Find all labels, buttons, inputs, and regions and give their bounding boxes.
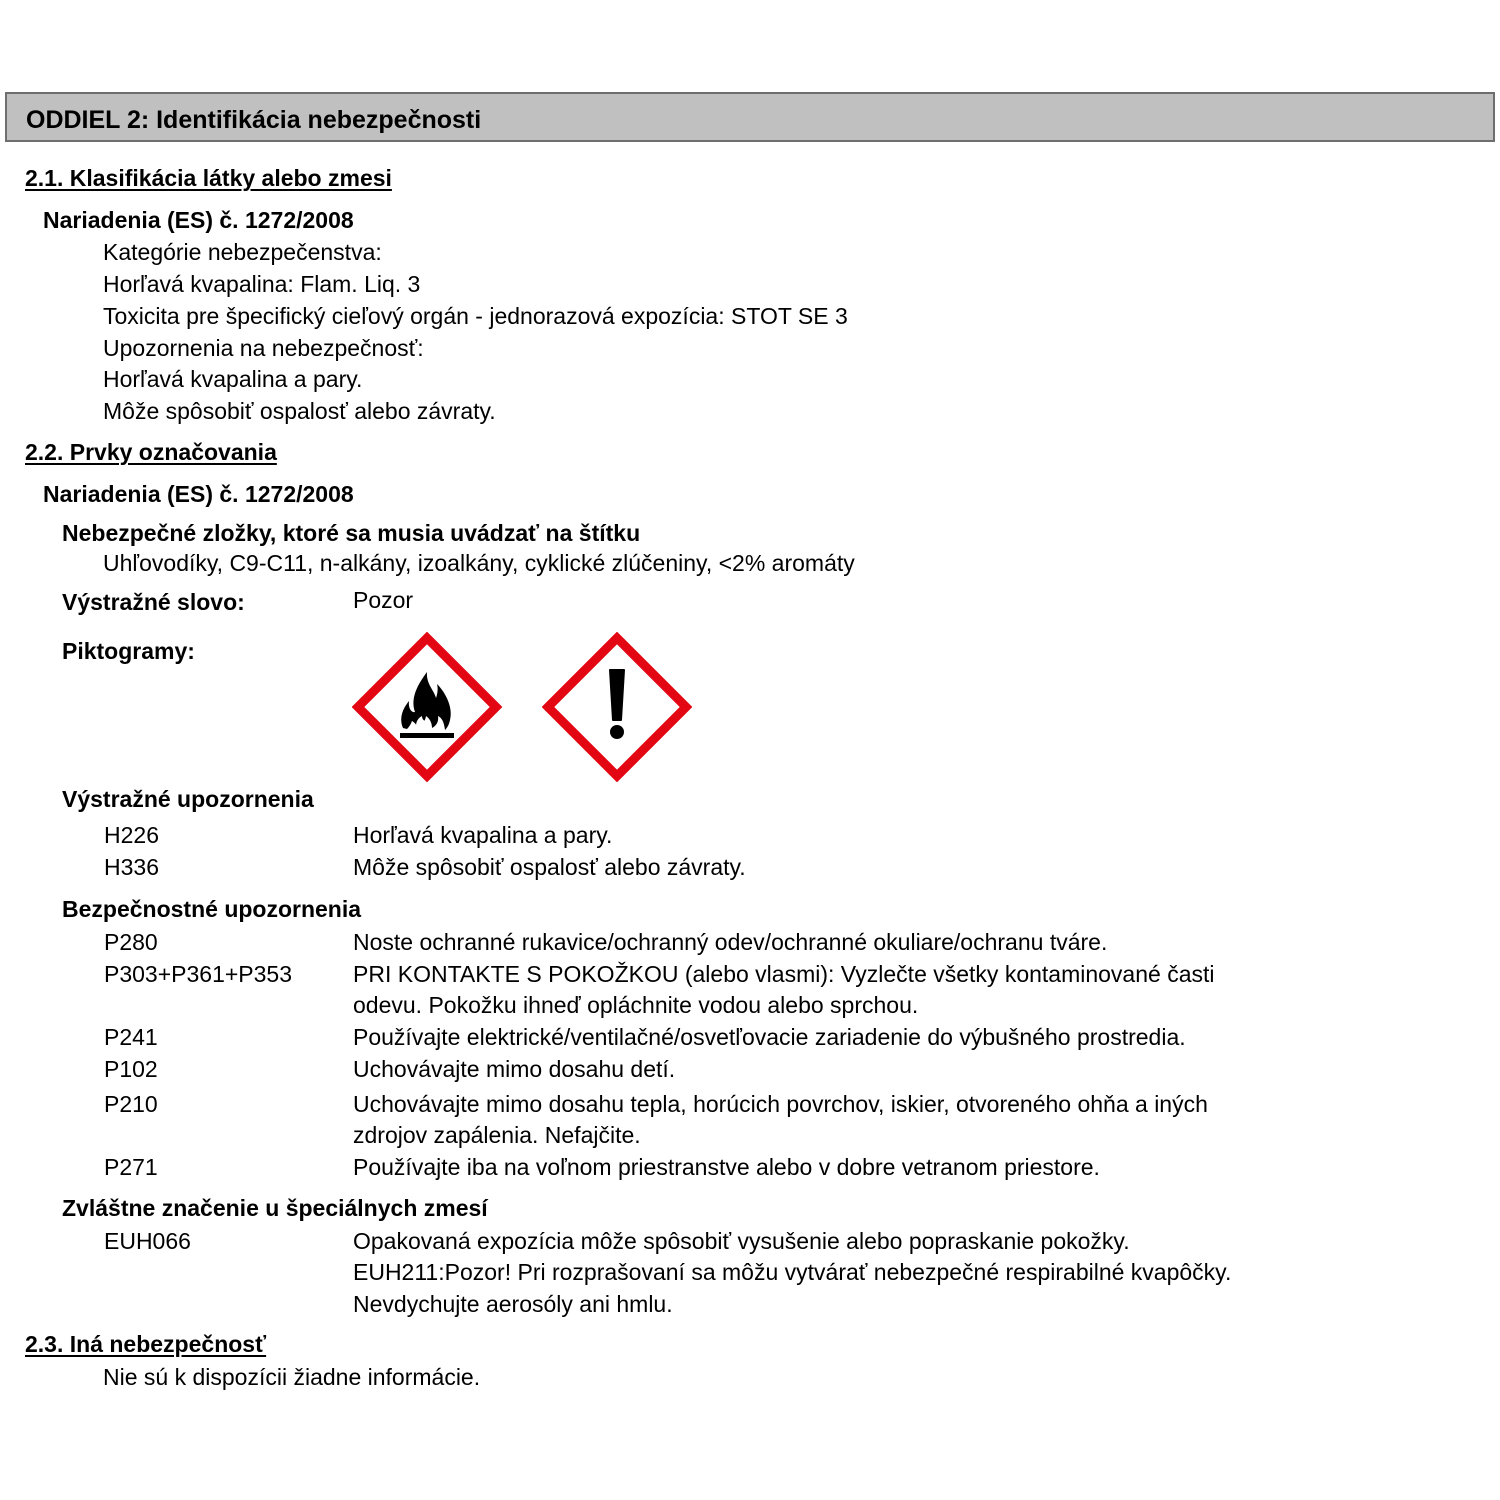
hazard-text: Horľavá kvapalina a pary. — [353, 822, 613, 848]
flame-pictogram-icon — [352, 632, 502, 782]
precaution-code: P271 — [104, 1154, 158, 1180]
section-header — [5, 92, 1495, 142]
regulation-2-2: Nariadenia (ES) č. 1272/2008 — [43, 481, 354, 507]
pictograms-label: Piktogramy: — [62, 638, 195, 664]
precaution-code: P241 — [104, 1024, 158, 1050]
classification-line: Toxicita pre špecifický cieľový orgán - jednorazová expozícia: STOT SE 3 — [103, 303, 848, 329]
precaution-code: P210 — [104, 1091, 158, 1117]
precaution-text: odevu. Pokožku ihneď opláchnite vodou alebo sprchou. — [353, 992, 919, 1018]
precaution-text: zdrojov zapálenia. Nefajčite. — [353, 1122, 641, 1148]
regulation-2-1: Nariadenia (ES) č. 1272/2008 — [43, 207, 354, 233]
special-text: Opakovaná expozícia môže spôsobiť vysušenie alebo popraskanie pokožky. — [353, 1228, 1130, 1254]
components-label: Nebezpečné zložky, ktoré sa musia uvádzať na štítku — [62, 520, 641, 546]
other-hazards-text: Nie sú k dispozícii žiadne informácie. — [103, 1364, 481, 1390]
section-title: ODDIEL 2: Identifikácia nebezpečnosti — [26, 106, 482, 134]
classification-line: Kategórie nebezpečenstva: — [103, 239, 382, 265]
heading-2-2: 2.2. Prvky označovania — [25, 439, 277, 465]
classification-line: Horľavá kvapalina a pary. — [103, 366, 363, 392]
classification-line: Upozornenia na nebezpečnosť: — [103, 335, 424, 361]
precaution-text: Uchovávajte mimo dosahu detí. — [353, 1056, 676, 1082]
precaution-text: PRI KONTAKTE S POKOŽKOU (alebo vlasmi): Vyzlečte všetky kontaminované časti — [353, 961, 1215, 987]
precaution-text: Noste ochranné rukavice/ochranný odev/ochranné okuliare/ochranu tváre. — [353, 929, 1108, 955]
signal-word-label: Výstražné slovo: — [62, 589, 245, 615]
special-code: EUH066 — [104, 1228, 191, 1254]
signal-word-value: Pozor — [353, 587, 414, 613]
heading-2-3: 2.3. Iná nebezpečnosť — [25, 1331, 267, 1357]
special-text: EUH211:Pozor! Pri rozprašovaní sa môžu vytvárať nebezpečné respirabilné kvapôčky. — [353, 1259, 1232, 1285]
hazard-code: H226 — [104, 822, 159, 848]
heading-2-1: 2.1. Klasifikácia látky alebo zmesi — [25, 165, 392, 191]
precaution-code: P102 — [104, 1056, 158, 1082]
components-value: Uhľovodíky, C9-C11, n-alkány, izoalkány, cyklické zlúčeniny, <2% aromáty — [103, 550, 855, 576]
precaution-text: Používajte iba na voľnom priestranstve alebo v dobre vetranom priestore. — [353, 1154, 1100, 1180]
precaution-code: P280 — [104, 929, 158, 955]
hazard-statements-label: Výstražné upozornenia — [62, 786, 314, 812]
hazard-text: Môže spôsobiť ospalosť alebo závraty. — [353, 854, 746, 880]
precaution-text: Uchovávajte mimo dosahu tepla, horúcich povrchov, iskier, otvoreného ohňa a iných — [353, 1091, 1208, 1117]
precaution-statements-label: Bezpečnostné upozornenia — [62, 896, 362, 922]
classification-line: Môže spôsobiť ospalosť alebo závraty. — [103, 398, 496, 424]
precaution-text: Používajte elektrické/ventilačné/osvetľovacie zariadenie do výbušného prostredia. — [353, 1024, 1186, 1050]
classification-line: Horľavá kvapalina: Flam. Liq. 3 — [103, 271, 421, 297]
exclamation-pictogram-icon — [542, 632, 692, 782]
hazard-code: H336 — [104, 854, 159, 880]
special-labelling-label: Zvláštne značenie u špeciálnych zmesí — [62, 1195, 488, 1221]
special-text: Nevdychujte aerosóly ani hmlu. — [353, 1291, 673, 1317]
precaution-code: P303+P361+P353 — [104, 961, 293, 987]
